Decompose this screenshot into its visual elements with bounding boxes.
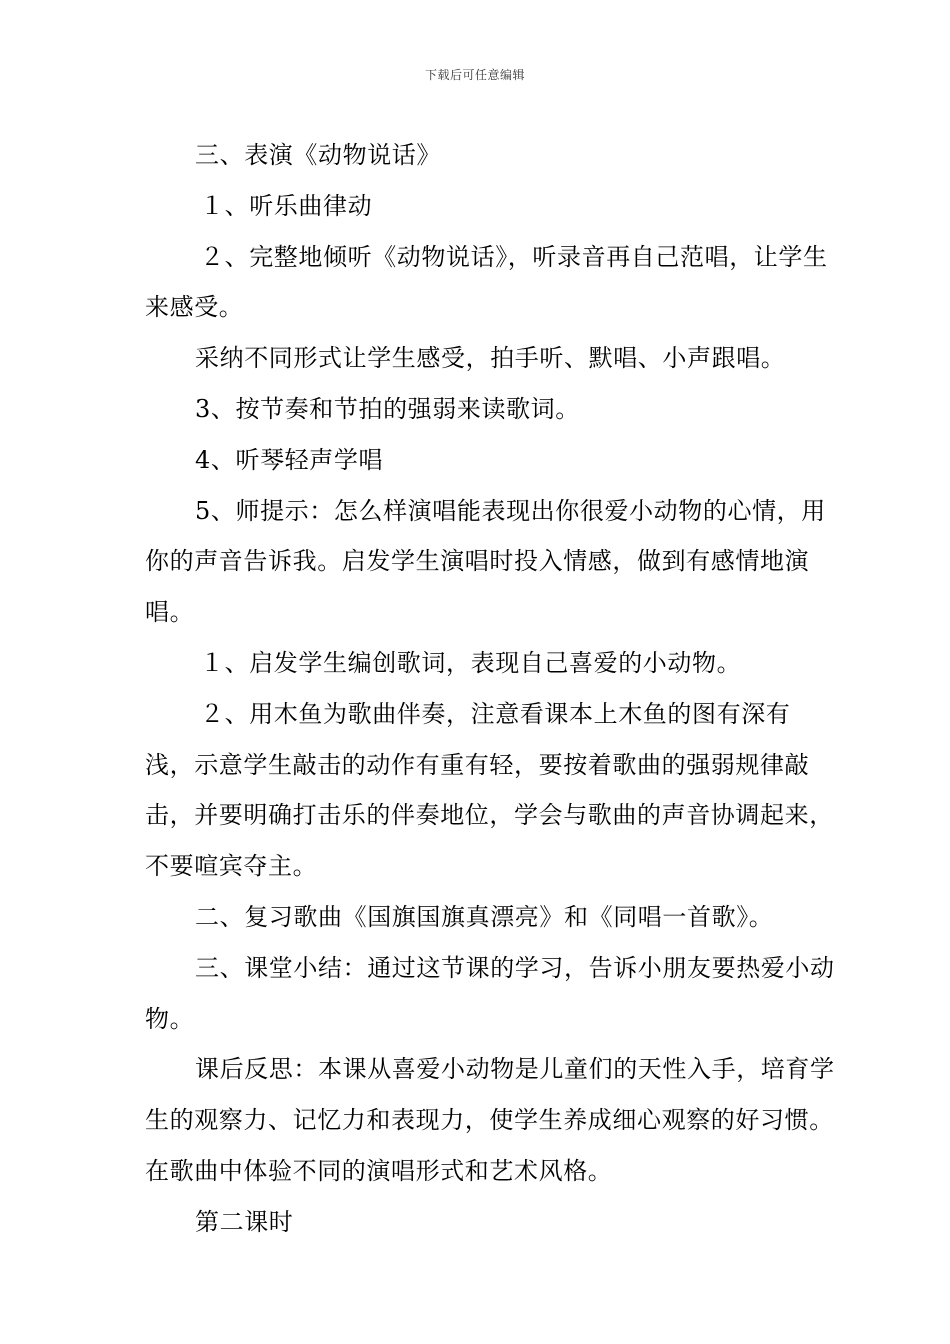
paragraph-reflection: 课后反思：本课从喜爱小动物是儿童们的天性入手，培育学生的观察力、记忆力和表现力，使学生养成细心观察的好习惯。在歌曲中体验不同的演唱形式和艺术风格。 xyxy=(145,1055,835,1185)
document-body xyxy=(145,130,835,1248)
section-heading-second-lesson: 第二课时 xyxy=(195,1207,294,1236)
paragraph-methods: 采纳不同形式让学生感受，拍手听、默唱、小声跟唱。 xyxy=(195,344,786,373)
step-listen-rhythm: １、听乐曲律动 xyxy=(200,191,373,220)
step-teacher-prompt: 5、师提示：怎么样演唱能表现出你很爱小动物的心情，用你的声音告诉我。启发学生演唱时投入情感，做到有感情地演唱。 xyxy=(145,496,826,627)
section-heading-performance: 三、表演《动物说话》 xyxy=(195,141,441,169)
step-piano-learn: 4、听琴轻声学唱 xyxy=(195,445,384,474)
section-heading-review: 二、复习歌曲《国旗国旗真漂亮》和《同唱一首歌》。 xyxy=(195,902,774,931)
page-header-note: 下载后可任意编辑 xyxy=(424,68,525,82)
step-woodblock-accompaniment: ２、用木鱼为歌曲伴奏，注意看课本上木鱼的图有深有浅，示意学生敲击的动作有重有轻，要按着歌曲的强弱规律敲击，并要明确打击乐的伴奏地位，学会与歌曲的声音协调起来，不要喧宾夺主。 xyxy=(145,699,834,881)
section-heading-summary: 三、课堂小结：通过这节课的学习，告诉小朋友要热爱小动物。 xyxy=(145,953,835,1033)
step-read-lyrics: 3、按节奏和节拍的强弱来读歌词。 xyxy=(195,394,580,423)
step-create-lyrics: １、启发学生编创歌词，表现自己喜爱的小动物。 xyxy=(200,648,742,677)
step-full-listening: ２、完整地倾听《动物说话》，听录音再自己范唱，让学生来感受。 xyxy=(145,242,828,322)
